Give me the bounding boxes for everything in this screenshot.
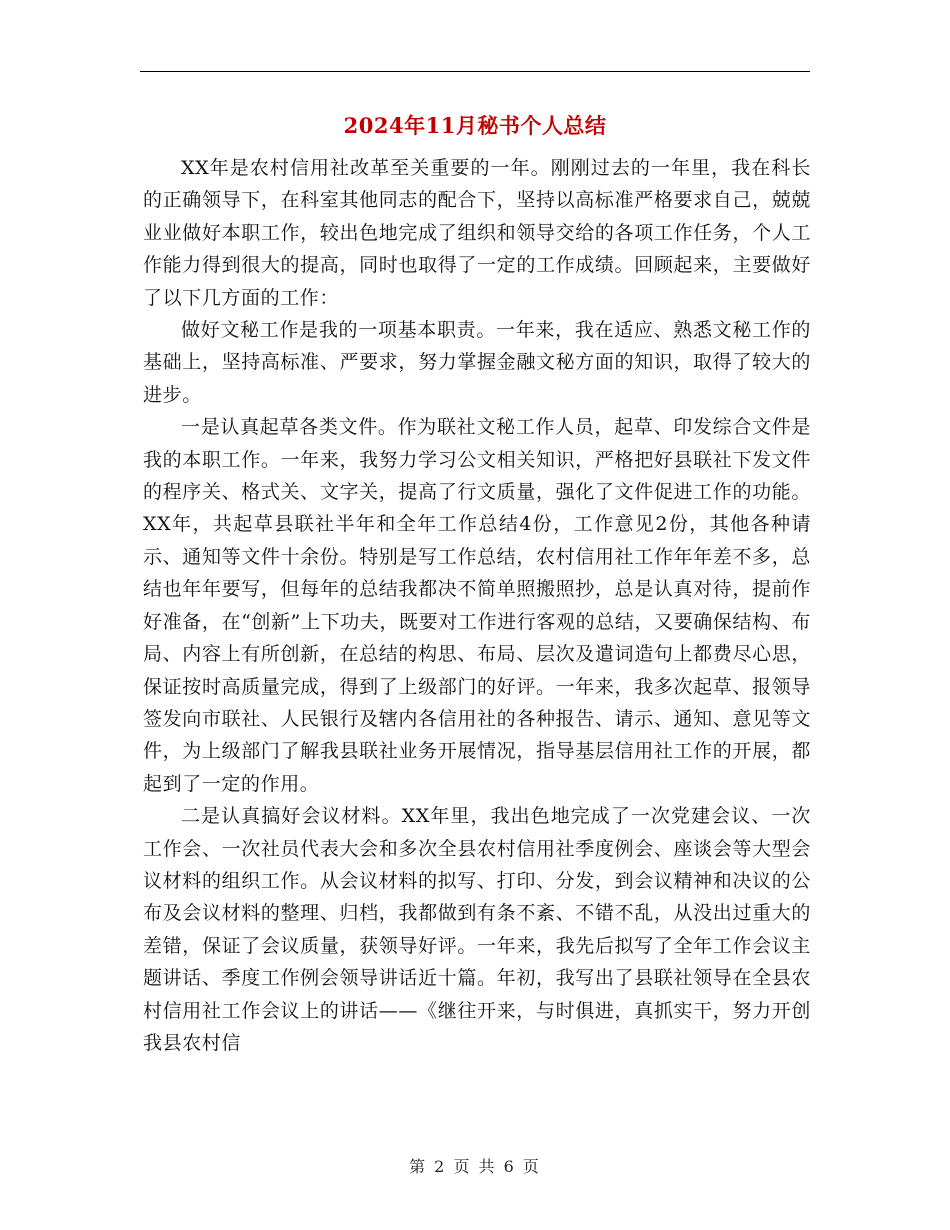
paragraph-drafting: 一是认真起草各类文件。作为联社文秘工作人员，起草、印发综合文件是我的本职工作。一年来，我努力学习公文相关知识，严格把好县联社下发文件的程序关、格式关、文字关，提高了行文质量，强化了文件促进工作的功能。XX年，共起草县联社半年和全年工作总结4份，工作意见2份，其他各种请示、通知等文件十余份。特别是写工作总结，农村信用社工作年年差不多，总结也年年要写，但每年的总结我都决不简单照搬照抄，总是认真对待，提前作好准备，在“创新”上下功夫，既要对工作进行客观的总结，又要确保结构、布局、内容上有所创新，在总结的构思、布局、层次及遣词造句上都费尽心思，保证按时高质量完成，得到了上级部门的好评。一年来，我多次起草、报领导签发向市联社、人民银行及辖内各信用社的各种报告、请示、通知、意见等文件，为上级部门了解我县联社业务开展情况，指导基层信用社工作的开展，都起到了一定的作用。 bbox=[143, 416, 811, 795]
page-number: 第 2 页 共 6 页 bbox=[409, 1157, 541, 1176]
header-rule bbox=[140, 71, 810, 72]
paragraph-duty: 做好文秘工作是我的一项基本职责。一年来，我在适应、熟悉文秘工作的基础上，坚持高标准、严要求，努力掌握金融文秘方面的知识，取得了较大的进步。 bbox=[143, 319, 811, 406]
document-title: 2024年11月秘书个人总结 bbox=[343, 113, 607, 138]
document-body bbox=[143, 152, 811, 1059]
paragraph-intro: XX年是农村信用社改革至关重要的一年。刚刚过去的一年里，我在科长的正确领导下，在科室其他同志的配合下，坚持以高标准严格要求自己，兢兢业业做好本职工作，较出色地完成了组织和领导交给的各项工作任务，个人工作能力得到很大的提高，同时也取得了一定的工作成绩。回顾起来，主要做好了以下几方面的工作： bbox=[143, 157, 811, 309]
paragraph-meetings: 二是认真搞好会议材料。XX年里，我出色地完成了一次党建会议、一次工作会、一次社员代表大会和多次全县农村信用社季度例会、座谈会等大型会议材料的组织工作。从会议材料的拟写、打印、分发，到会议精神和决议的公布及会议材料的整理、归档，我都做到有条不紊、不错不乱，从没出过重大的差错，保证了会议质量，获领导好评。一年来，我先后拟写了全年工作会议主题讲话、季度工作例会领导讲话近十篇。年初，我写出了县联社领导在全县农村信用社工作会议上的讲话——《继往开来，与时俱进，真抓实干，努力开创我县农村信 bbox=[143, 805, 811, 1054]
